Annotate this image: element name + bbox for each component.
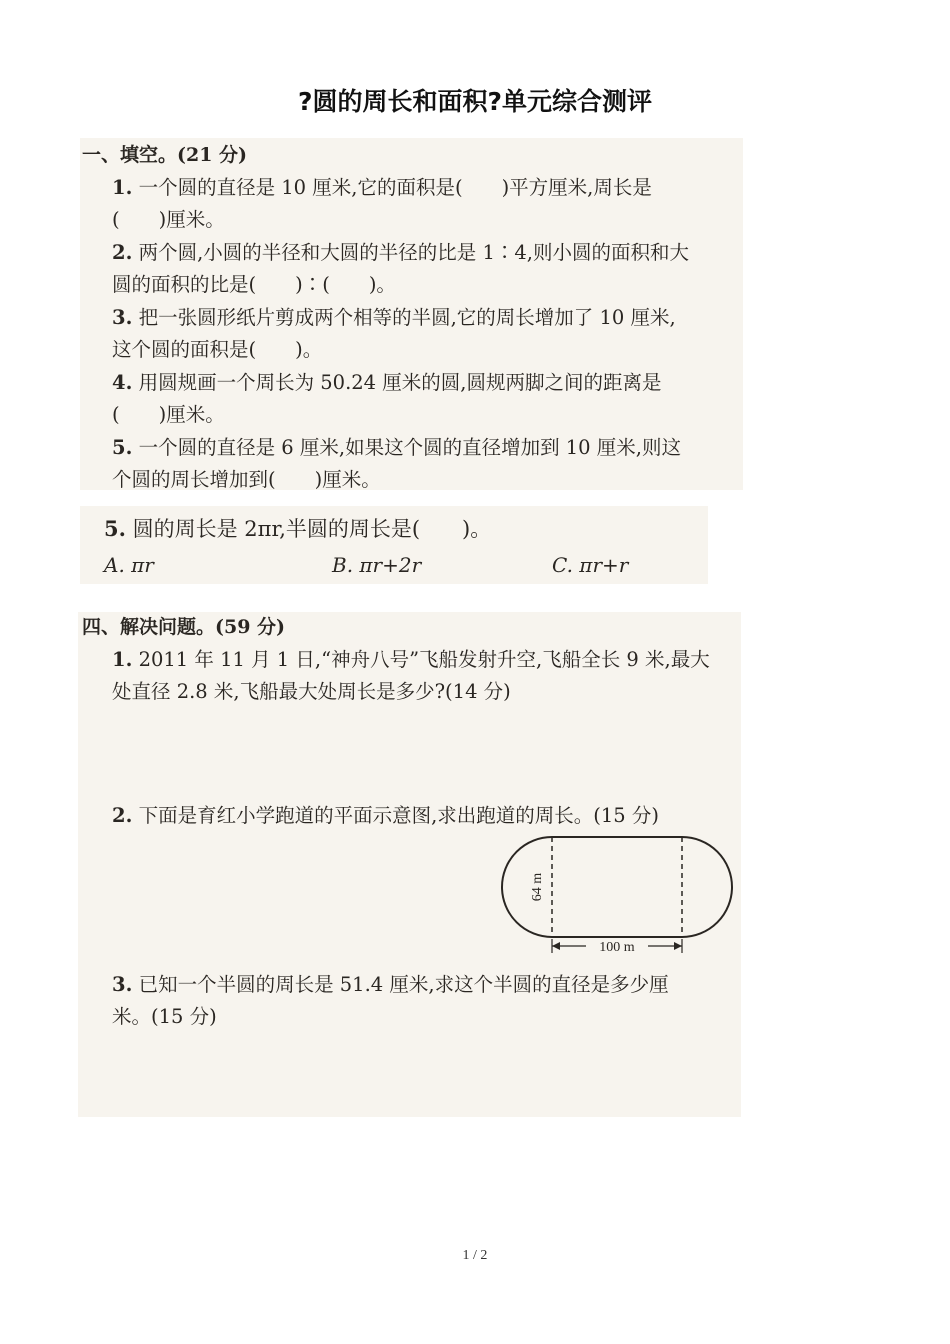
q5-line2: 个圆的周长增加到( )厘米。 [112, 468, 381, 491]
q2-line1 [112, 243, 689, 263]
track-length-label: 100 m [599, 940, 635, 955]
p3-line1 [112, 975, 669, 995]
arrowhead-left [552, 942, 560, 950]
p2-line1 [112, 806, 659, 826]
document-title: ?圆的周长和面积?单元综合测评 [297, 87, 652, 116]
p3-line2: 米。(15 分) [112, 1005, 217, 1028]
p1-line2: 处直径 2.8 米,飞船最大处周长是多少?(14 分) [112, 680, 511, 703]
q1-line2: ( )厘米。 [112, 208, 225, 231]
choice-question [104, 518, 491, 540]
p1-text: 2011 年 11 月 1 日,“神舟八号”飞船发射升空,飞船全长 9 米,最大 [138, 648, 710, 671]
q3-line2: 这个圆的面积是( )。 [112, 338, 323, 361]
q4-line1 [112, 373, 661, 393]
p3-text: 已知一个半圆的周长是 51.4 厘米,求这个半圆的直径是多少厘 [138, 973, 669, 996]
section4-heading: 四、解决问题。(59 分) [82, 616, 286, 638]
choice-option-c: C. πr+r [552, 553, 629, 577]
choice-option-b: B. πr+2r [332, 553, 422, 577]
q5-number: 5. [112, 436, 133, 459]
p1-line1 [112, 650, 710, 670]
p2-number: 2. [112, 804, 133, 827]
q3-text: 把一张圆形纸片剪成两个相等的半圆,它的周长增加了 10 厘米, [138, 306, 676, 329]
q2-text: 两个圆,小圆的半径和大圆的半径的比是 1∶4,则小圆的面积和大 [138, 241, 689, 264]
choice-text: 圆的周长是 2πr,半圆的周长是( )。 [132, 517, 492, 541]
q1-text: 一个圆的直径是 10 厘米,它的面积是( )平方厘米,周长是 [138, 176, 652, 199]
q4-text: 用圆规画一个周长为 50.24 厘米的圆,圆规两脚之间的距离是 [138, 371, 662, 394]
q5-line1 [112, 438, 681, 458]
q1-line1 [112, 178, 652, 198]
q2-line2: 圆的面积的比是( )∶( )。 [112, 273, 396, 296]
running-track-diagram [490, 825, 740, 965]
q4-line2: ( )厘米。 [112, 403, 225, 426]
page-number: 1 / 2 [462, 1248, 488, 1263]
arrowhead-right [674, 942, 682, 950]
p3-number: 3. [112, 973, 133, 996]
track-width-label: 64 m [530, 872, 545, 902]
q1-number: 1. [112, 176, 133, 199]
section1-heading: 一、填空。(21 分) [82, 144, 248, 166]
choice-option-a: A. πr [104, 553, 154, 577]
choice-number: 5. [104, 516, 126, 541]
q3-line1 [112, 308, 676, 328]
q5-text: 一个圆的直径是 6 厘米,如果这个圆的直径增加到 10 厘米,则这 [138, 436, 681, 459]
q2-number: 2. [112, 241, 133, 264]
p2-text: 下面是育红小学跑道的平面示意图,求出跑道的周长。(15 分) [138, 804, 659, 827]
p1-number: 1. [112, 648, 133, 671]
q4-number: 4. [112, 371, 133, 394]
q3-number: 3. [112, 306, 133, 329]
